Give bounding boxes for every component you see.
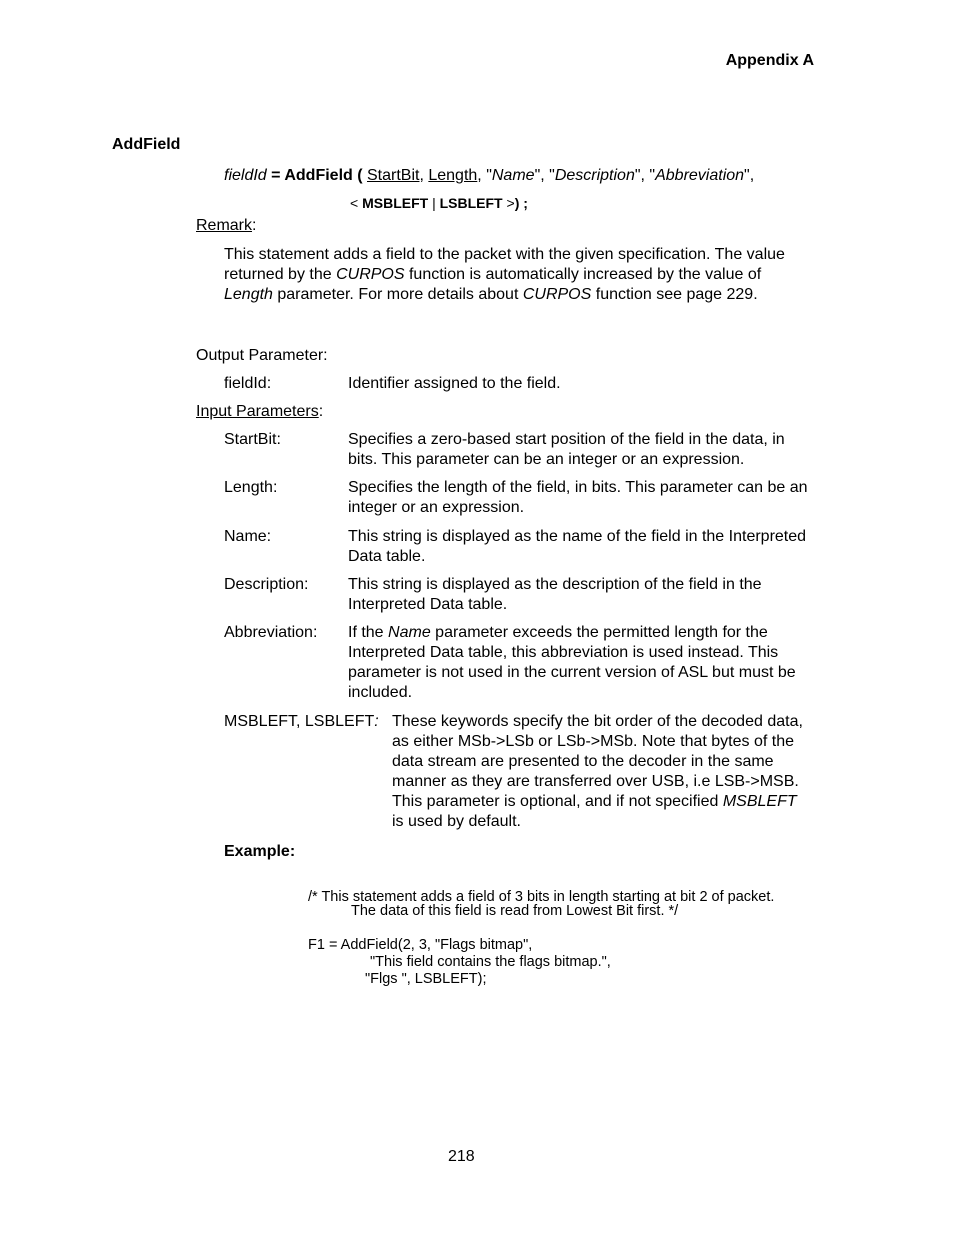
remark-text: This statement adds a field to the packet with the given specification. The value returned by the [224, 246, 785, 283]
syntax-arg-length: Length [428, 167, 478, 184]
syntax-line-end: ) ; [514, 195, 528, 211]
param-desc-text: parameter exceeds the permitted length for the Interpreted Data table, this abbreviation is used instead. This parameter is not used in the current version of ASL but must be included. [348, 624, 796, 701]
param-term-colon: : [374, 713, 379, 730]
syntax-sep: , " [477, 167, 492, 184]
param-term-abbreviation: Abbreviation: [224, 624, 318, 641]
param-desc-abbreviation [348, 623, 814, 703]
param-term-name: Name: [224, 528, 272, 545]
code-comment-line-2: The data of this field is read from Lowest Bit first. */ [351, 903, 679, 919]
syntax-angle-open: < [350, 195, 363, 211]
param-desc-length: Specifies the length of the field, in bits. This parameter can be an integer or an expression. [348, 479, 808, 516]
param-term-fieldid: fieldId: [224, 375, 272, 392]
remark-heading [196, 216, 256, 236]
param-term-length: Length: [224, 479, 278, 496]
param-term-startbit: StartBit: [224, 431, 281, 448]
syntax-angle-close: > [502, 195, 515, 211]
example-heading: Example: [224, 843, 296, 860]
section-title: AddField [112, 136, 181, 153]
syntax-return-var: fieldId [224, 167, 267, 184]
remark-term: Length [224, 286, 273, 303]
syntax-sep: , [419, 167, 429, 184]
syntax-pipe: | [428, 195, 440, 211]
syntax-arg-name: Name [491, 167, 535, 184]
param-term-text: MSBLEFT, LSBLEFT [224, 713, 375, 730]
param-desc-term: Name [388, 624, 431, 641]
param-desc-term: MSBLEFT [722, 793, 797, 810]
code-line-3: "Flgs ", LSBLEFT); [365, 971, 487, 987]
remark-colon: : [252, 217, 257, 234]
syntax-arg-startbit: StartBit [367, 167, 420, 184]
page-number: 218 [448, 1148, 475, 1165]
param-desc-name: This string is displayed as the name of the field in the Interpreted Data table. [348, 528, 807, 565]
param-desc-startbit: Specifies a zero-based start position of the field in the data, in bits. This parameter can be an integer or an expression. [348, 431, 785, 468]
remark-text: parameter. For more details about [272, 286, 523, 303]
syntax-line-1 [224, 166, 754, 186]
running-header: Appendix A [725, 52, 814, 69]
input-parameters-heading [196, 402, 323, 422]
remark-paragraph [224, 245, 814, 305]
syntax-sep: ", [744, 167, 755, 184]
param-desc-description: This string is displayed as the description of the field in the Interpreted Data table. [348, 576, 762, 613]
syntax-sep: ", " [634, 167, 656, 184]
param-desc-text: These keywords specify the bit order of the decoded data, as either MSb->LSb or LSb->MSb. Note that bytes of the data stream are presented to the decoder in the same manner as they are transferred over USB, i.e LSB->MSB. This parameter is optional, and if not specified [392, 713, 803, 810]
input-parameters-colon: : [318, 403, 324, 420]
syntax-line-2 [350, 193, 528, 213]
code-line-2: "This field contains the flags bitmap.", [370, 954, 611, 970]
remark-label: Remark [196, 217, 253, 234]
param-term-description: Description: [224, 576, 309, 593]
param-term-msbleft-lsbleft [224, 712, 379, 732]
remark-term: CURPOS [522, 286, 592, 303]
param-desc-fieldid: Identifier assigned to the field. [348, 375, 561, 392]
syntax-arg-abbreviation: Abbreviation [655, 167, 745, 184]
output-parameter-heading: Output Parameter: [196, 347, 328, 364]
param-desc-text: If the [348, 624, 389, 641]
param-desc-msbleft-lsbleft [392, 712, 812, 832]
syntax-option-msbleft: MSBLEFT [362, 195, 429, 211]
remark-term: CURPOS [336, 266, 405, 283]
remark-text: function see page 229. [591, 286, 758, 303]
syntax-function-name: = AddField ( [266, 167, 367, 184]
syntax-sep: ", " [534, 167, 555, 184]
param-desc-text: is used by default. [392, 813, 521, 830]
remark-text: function is automatically increased by the value of [404, 266, 762, 283]
syntax-arg-description: Description [554, 167, 635, 184]
code-comment-line-1: /* This statement adds a field of 3 bits in length starting at bit 2 of packet. [308, 889, 775, 905]
code-line-1: F1 = AddField(2, 3, "Flags bitmap", [308, 937, 533, 953]
syntax-option-lsbleft: LSBLEFT [439, 195, 503, 211]
input-parameters-label: Input Parameters [196, 403, 319, 420]
